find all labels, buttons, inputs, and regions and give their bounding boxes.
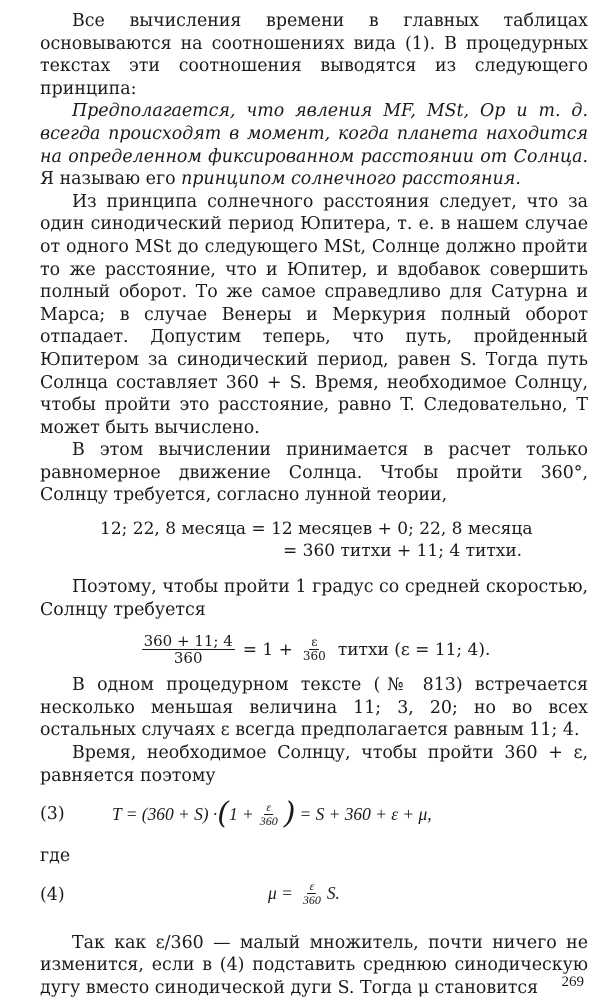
equation-3-fraction-denominator: 360: [259, 813, 278, 828]
equation-3-body: [112, 796, 432, 832]
page-body: [40, 10, 588, 1000]
fraction-epsilon-denominator: 360: [302, 649, 326, 664]
equation-4-fraction-numerator: ε: [309, 878, 315, 893]
fraction-main-numerator: 360 + 11; 4: [143, 632, 233, 651]
principle-statement: Предполагается, что явления MF, MSt, Op и т. д. всегда происходят в момент, когда планета находится на определенном фиксированном расстоянии от Солнца.: [40, 101, 588, 167]
equation-3-right-paren: ): [283, 796, 296, 832]
equation-3-fraction-numerator: ε: [266, 799, 272, 814]
paragraph-small-factor: Так как ε/360 — малый множитель, почти ничего не изменится, если в (4) подставить среднюю синодическую дугу вместо синодической дуги S. Тогда μ становится: [40, 932, 588, 998]
fraction-epsilon: [301, 636, 328, 663]
equation-4: [40, 874, 588, 920]
fraction-main: [142, 633, 235, 666]
equation-months-line1: 12; 22, 8 месяца = 12 месяцев + 0; 22, 8 месяца: [100, 519, 533, 540]
paragraph-intro: Все вычисления времени в главных таблицах основываются на соотношениях вида (1). В процедурных текстах эти соотношения выводятся из следующего принципа:: [40, 11, 588, 99]
paragraph-per-degree: Поэтому, чтобы пройти 1 градус со средней скоростью, Солнцу требуется: [40, 577, 588, 620]
equation-3-fraction: [258, 801, 280, 828]
fraction-epsilon-numerator: ε: [311, 635, 318, 650]
equation-4-lhs: μ =: [268, 882, 293, 903]
page-number: 269: [561, 974, 584, 990]
equation-months: [100, 518, 588, 562]
paragraph-consequence: Из принципа солнечного расстояния следует, что за один синодический период Юпитера, т. е. в нашем случае от одного MSt до следующего MSt, Солнце должно пройти то же расстояние, что и Юпитер, и вдобавок совершить полный оборот. То же самое справедливо для Сатурна и Марса; в случае Венеры и Меркурия полный оборот отпадает. Допустим теперь, что путь, пройденный Юпитером за синодический период, равен S. Тогда путь Солнца составляет 360 + S. Время, необходимое Солнцу, чтобы пройти это расстояние, равно T. Следовательно, T может быть вычислено.: [40, 191, 588, 438]
paragraph-uniform-motion: В этом вычислении принимается в расчет только равномерное движение Солнца. Чтобы пройти 360°, Солнцу требуется, согласно лунной теории,: [40, 440, 588, 506]
principle-name: принципом солнечного расстояния.: [181, 169, 521, 190]
equation-months-line2: = 360 титхи + 11; 4 титхи.: [283, 541, 523, 562]
principle-naming: Я называю его: [40, 169, 176, 190]
paragraph-time-needed: Время, необходимое Солнцу, чтобы пройти 360 + ε, равняется поэтому: [40, 743, 588, 786]
equation-3-one: 1 +: [229, 803, 254, 824]
equation-per-degree: [40, 633, 588, 666]
equation-4-label: (4): [40, 884, 65, 905]
equation-3-left-paren: (: [217, 796, 229, 832]
fraction-main-denominator: 360: [173, 649, 203, 668]
equation-4-fraction: [301, 880, 323, 907]
equation-3-rhs: = S + 360 + ε + μ,: [299, 803, 432, 824]
equation-per-degree-middle: = 1 +: [242, 639, 293, 660]
paragraph-principle: [40, 100, 588, 190]
equation-4-body: [268, 880, 340, 907]
equation-4-tail: S.: [326, 882, 340, 903]
equation-3-label: (3): [40, 804, 65, 825]
equation-4-fraction-denominator: 360: [302, 892, 321, 907]
equation-3: [40, 793, 588, 839]
equation-3-lhs: T = (360 + S) ·: [112, 803, 218, 824]
word-where: где: [40, 846, 71, 867]
equation-per-degree-tail: титхи (ε = 11; 4).: [337, 639, 491, 660]
paragraph-procedural-text: В одном процедурном тексте (№ 813) встречается несколько меньшая величина 11; 3, 20; но во всех остальных случаях ε всегда предполагается равным 11; 4.: [40, 675, 588, 741]
